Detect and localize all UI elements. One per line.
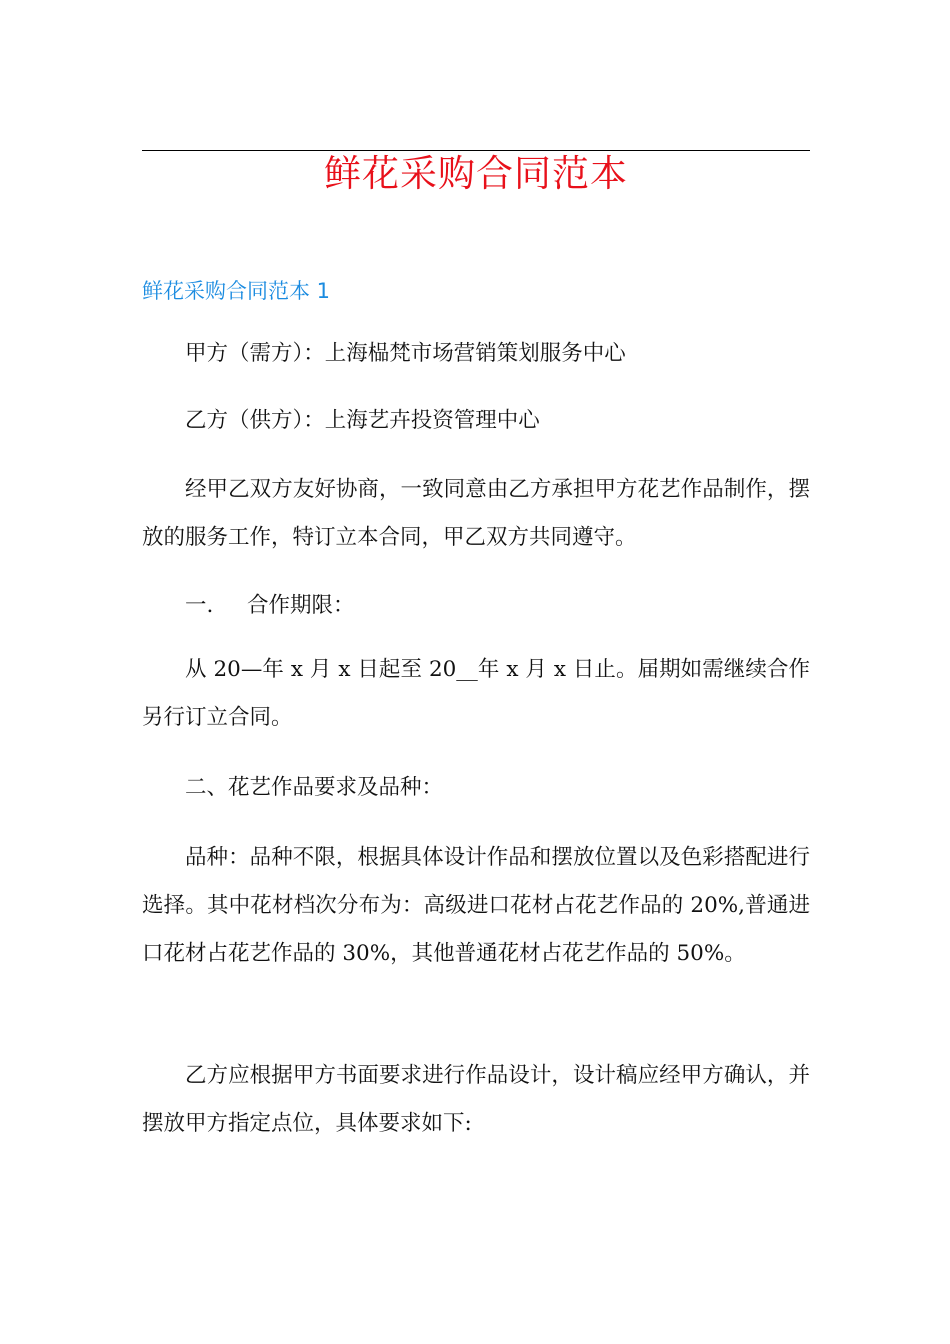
section-heading: 鲜花采购合同范本 1 — [142, 279, 331, 303]
clause-2-heading: 二、花艺作品要求及品种： — [185, 775, 444, 800]
intro-paragraph: 经甲乙双方友好协商，一致同意由乙方承担甲方花艺作品制作，摆放的服务工作，特订立本合同，甲乙双方共同遵守。 — [142, 477, 810, 550]
party-a-paragraph: 甲方（需方）：上海榀梵市场营销策划服务中心 — [185, 341, 626, 366]
clause-1-title: 合作期限： — [247, 593, 355, 618]
party-b-paragraph: 乙方（供方）：上海艺卉投资管理中心 — [185, 408, 540, 433]
clause-1-heading — [142, 582, 810, 630]
document-title: 鲜花采购合同范本 — [324, 152, 628, 195]
clause-2-design: 乙方应根据甲方书面要求进行作品设计，设计稿应经甲方确认，并摆放甲方指定点位，具体要求如下: — [142, 1063, 810, 1136]
clause-2-varieties: 品种：品种不限，根据具体设计作品和摆放位置以及色彩搭配进行选择。其中花材档次分布为：高级进口花材占花艺作品的 20%,普通进口花材占花艺作品的 30%，其他普通花材占花艺作品的 50%。 — [142, 845, 810, 966]
clause-1-number: 一. — [185, 593, 214, 618]
clause-1-body: 从 20—年 x 月 x 日起至 20__年 x 月 x 日止。届期如需继续合作另行订立合同。 — [142, 657, 810, 730]
